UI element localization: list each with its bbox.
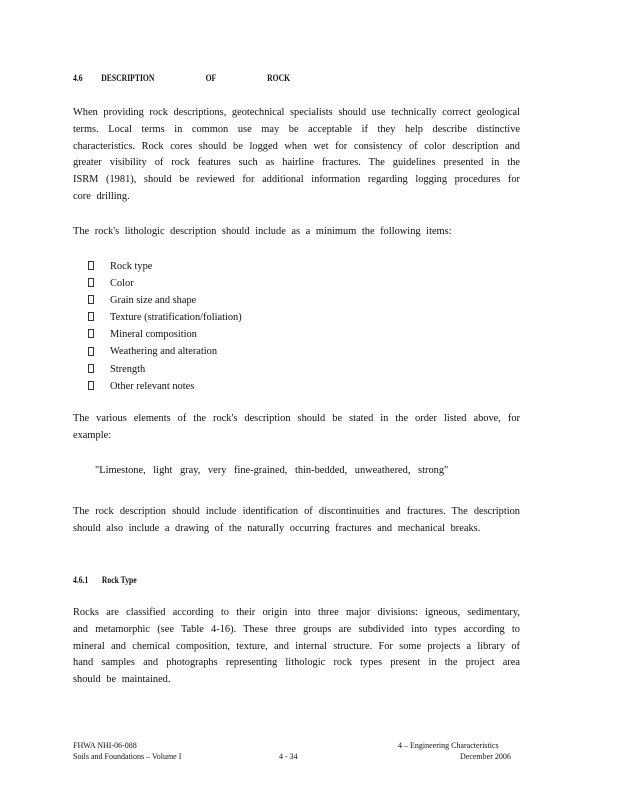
footer-date: December 2006 xyxy=(460,752,511,761)
checkbox-bullet-icon xyxy=(88,329,94,338)
subsection-title: Rock Type xyxy=(101,575,137,585)
footer-left xyxy=(73,740,181,762)
section-number: 4.6 xyxy=(73,73,83,83)
list-item: Weathering and alteration xyxy=(88,343,242,360)
example-description: "Limestone, light gray, very fine-grained, thin-bedded, unweathered, strong" xyxy=(95,465,449,476)
list-item: Grain size and shape xyxy=(88,292,242,309)
list-item: Strength xyxy=(88,361,242,378)
checkbox-bullet-icon xyxy=(88,278,94,287)
paragraph-order: The various elements of the rock's description should be stated in the order listed above, for example: xyxy=(73,413,520,441)
section-title: DESCRIPTION OF ROCK xyxy=(101,73,291,83)
list-item: Mineral composition xyxy=(88,326,242,343)
paragraph-intro: When providing rock descriptions, geotechnical specialists should use technically correct geological terms. Local terms in common use may be acceptable if they help describe distinctive characteristics. Rock cores should be logged when wet for consistency of color description and greater visibility of rock features such as hairline fractures. The guidelines presented in the ISRM (1981), should be reviewed for additional information regarding logging procedures for core drilling. xyxy=(73,107,520,202)
footer-publication-id: FHWA NHI-06-088 xyxy=(73,741,137,750)
checkbox-bullet-icon xyxy=(88,295,94,304)
paragraph-identification: The rock description should include identification of discontinuities and fractures. The description should also include a drawing of the naturally occurring fractures and mechanical breaks. xyxy=(73,506,520,534)
checkbox-bullet-icon xyxy=(88,347,94,356)
footer-right xyxy=(398,740,511,762)
paragraph-rock-type: Rocks are classified according to their origin into three major divisions: igneous, sedimentary, and metamorphic (see Table 4-16). These three groups are subdivided into types according to mineral and chemical composition, texture, and internal structure. For some projects a library of hand samples and photographs representing lithologic rock types present in the project area should be maintained. xyxy=(73,607,520,686)
list-item: Rock type xyxy=(88,258,242,275)
list-item: Texture (stratification/foliation) xyxy=(88,309,242,326)
checkbox-bullet-icon xyxy=(88,381,94,390)
section-heading xyxy=(73,73,290,83)
footer-volume: Soils and Foundations – Volume I xyxy=(73,752,182,761)
page-number: 4 - 34 xyxy=(279,752,298,761)
list-item: Color xyxy=(88,275,242,292)
list-item: Other relevant notes xyxy=(88,378,242,395)
checkbox-bullet-icon xyxy=(88,261,94,270)
paragraph-lithologic: The rock's lithologic description should include as a minimum the following items: xyxy=(73,226,452,237)
checkbox-bullet-icon xyxy=(88,364,94,373)
footer-chapter: 4 – Engineering Characteristics xyxy=(398,741,499,750)
description-items-list xyxy=(88,258,242,395)
checkbox-bullet-icon xyxy=(88,312,94,321)
subsection-number: 4.6.1 xyxy=(73,575,89,585)
subsection-heading xyxy=(73,575,137,585)
